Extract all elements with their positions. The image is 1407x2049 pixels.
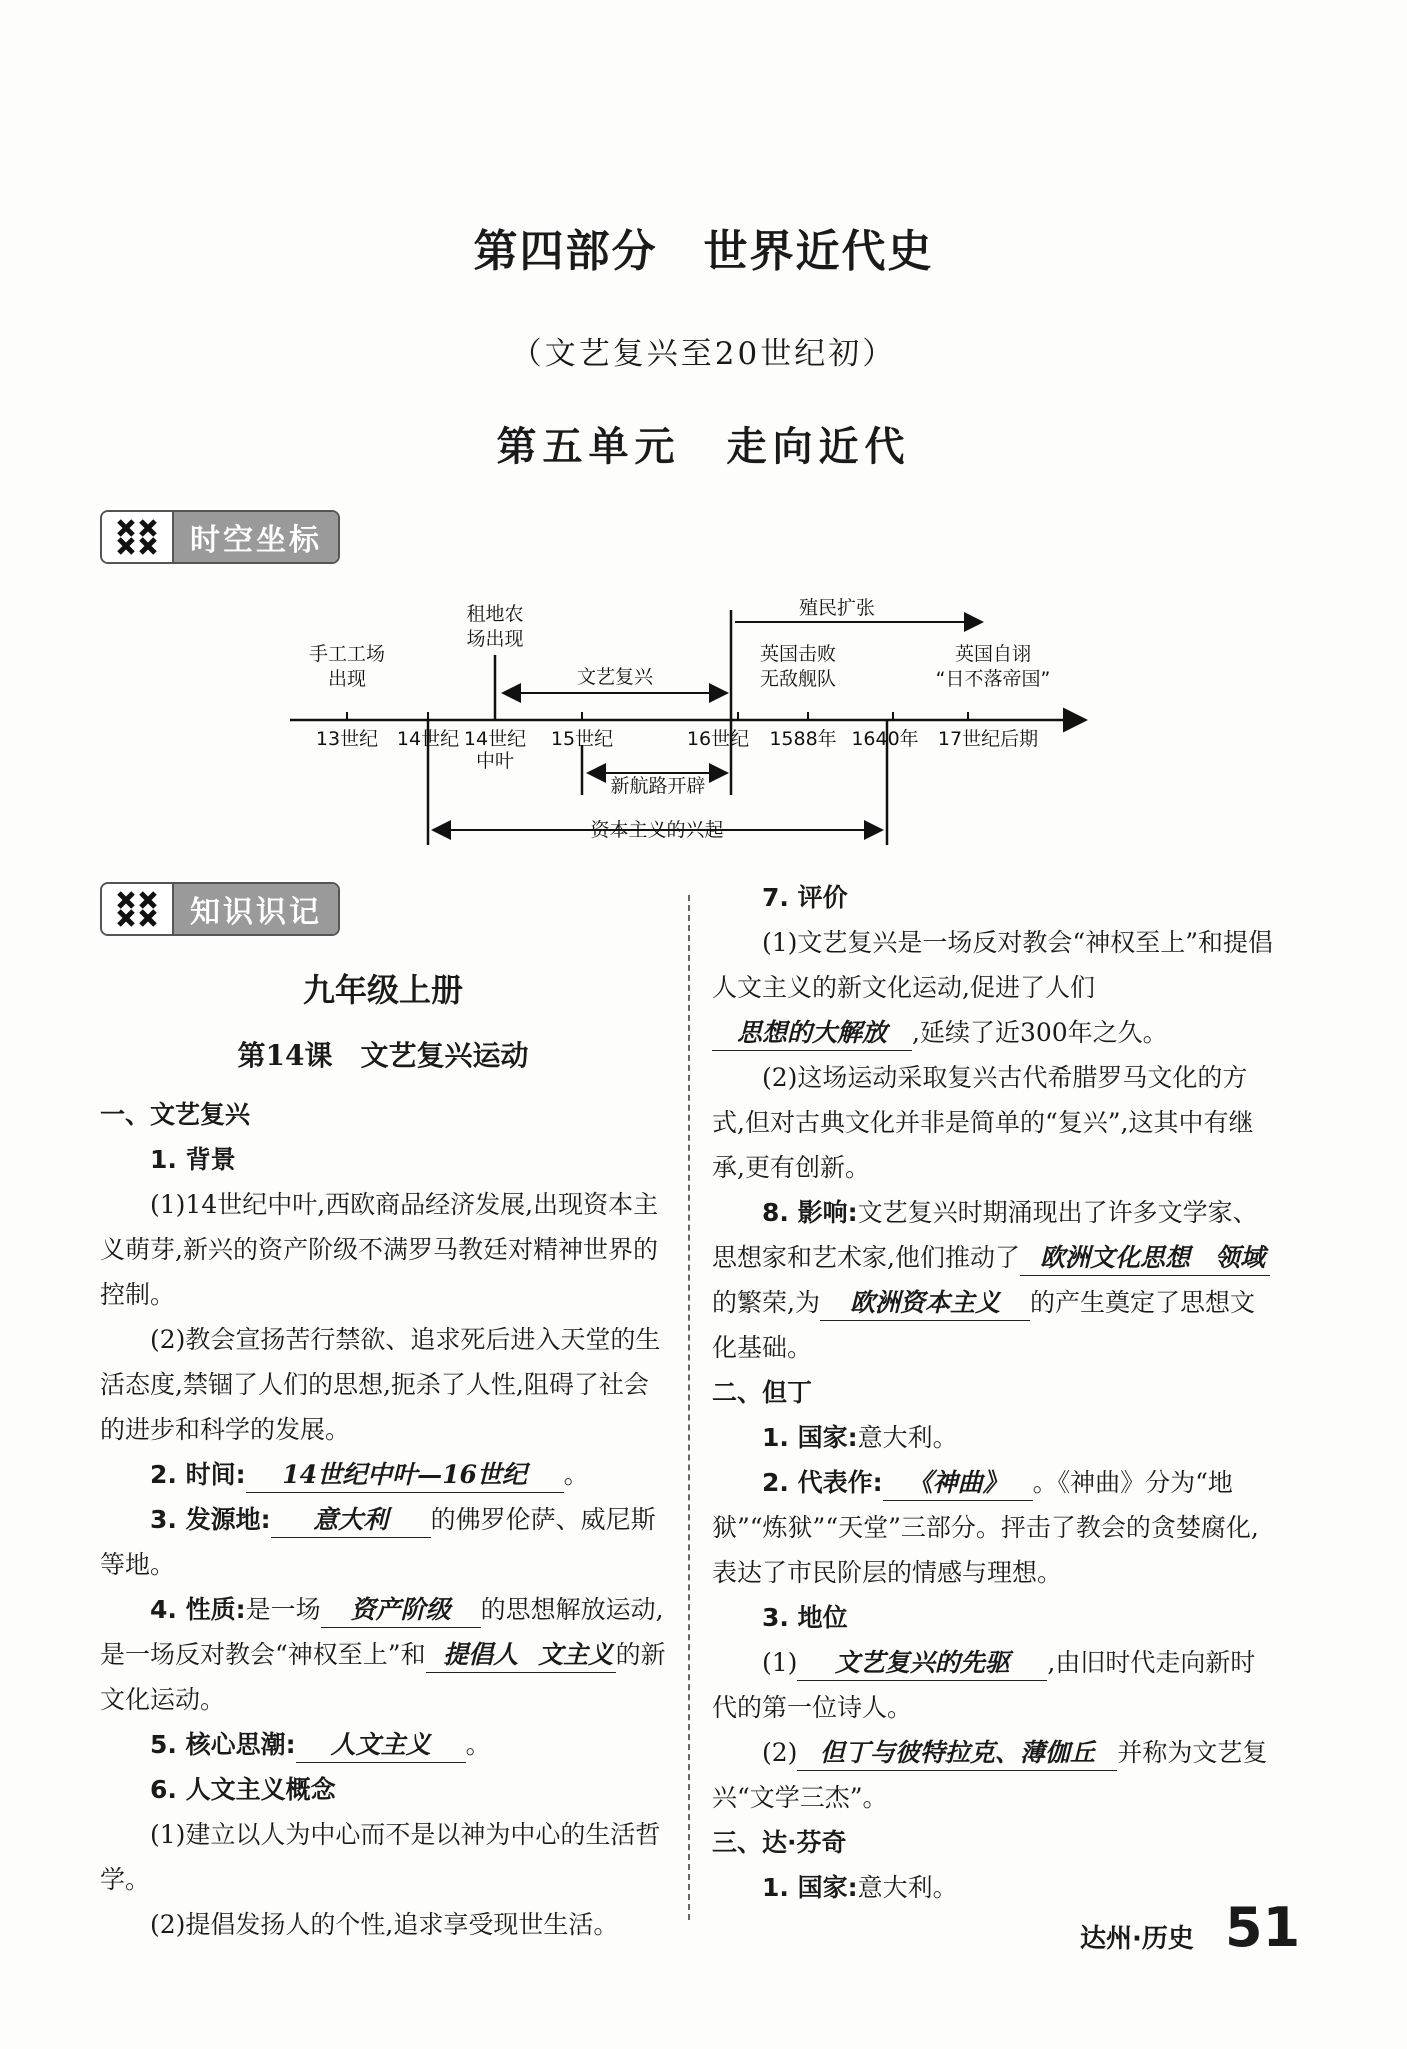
tick-label: 中叶: [475, 750, 515, 772]
event-label: 出现: [327, 668, 367, 690]
period-subtitle: （文艺复兴至20世纪初）: [510, 336, 897, 372]
grade-title: 九年级上册: [302, 971, 463, 1009]
item-label: 7. 评价: [762, 883, 848, 912]
tick-label: 1640年: [851, 728, 919, 750]
tick-label: 14世纪: [396, 728, 460, 750]
timeline-diagram: [280, 580, 1100, 860]
answer-blank: 《神曲》: [883, 1466, 1033, 1501]
event-label: “日不落帝国”: [935, 668, 1051, 690]
fill-item: 8. 影响:文艺复兴时期涌现出了许多文学家、思想家和艺术家,他们推动了 欧洲文化思想 领域的繁荣,为 欧洲资本主义 的产生奠定了思想文化基础。: [712, 1190, 1278, 1370]
answer-blank: 欧洲文化思想: [1020, 1241, 1210, 1276]
fill-item: 4. 性质:是一场 资产阶级 的思想解放运动,是一场反对教会“神权至上”和 提倡人 文主义 的新文化运动。: [100, 1595, 666, 1714]
answer-blank: 意大利: [271, 1503, 431, 1538]
answer-blank: 提倡人: [426, 1638, 536, 1673]
tick-label: 14世纪: [463, 728, 527, 750]
answer-blank: 领域: [1210, 1241, 1270, 1276]
paragraph: (2)提倡发扬人的个性,追求享受现世生活。: [150, 1910, 619, 1939]
section-heading: 二、但丁: [712, 1378, 813, 1407]
part-title: 第四部分 世界近代史: [473, 226, 934, 277]
paragraph: (1)14世纪中叶,西欧商品经济发展,出现资本主义萌芽,新兴的资产阶级不满罗马教廷对精神世界的控制。: [100, 1190, 659, 1309]
right-column: [712, 875, 1278, 1910]
answer-blank: 思想的大解放: [712, 1016, 912, 1051]
answer-blank: 但丁与彼特拉克、薄伽丘: [797, 1736, 1117, 1771]
badge-timeline: [100, 510, 340, 564]
tick-label: 15世纪: [550, 728, 614, 750]
answer-blank: 欧洲资本主义: [820, 1286, 1030, 1321]
item-label: 3. 地位: [762, 1603, 848, 1632]
lesson-title: 第14课 文艺复兴运动: [237, 1039, 529, 1072]
badge-knowledge: [100, 882, 340, 936]
tick-label: 1588年: [769, 728, 837, 750]
fill-item: (2) 但丁与彼特拉克、薄伽丘 并称为文艺复兴“文学三杰”。: [712, 1738, 1268, 1812]
fill-item: 2. 时间: 14世纪中叶—16世纪 。: [100, 1452, 666, 1497]
cross-arrows-icon: [102, 884, 174, 934]
page-number: 51: [1225, 1896, 1301, 1959]
paragraph: (2)教会宣扬苦行禁欲、追求死后进入天堂的生活态度,禁锢了人们的思想,扼杀了人性,阻碍了社会的进步和科学的发展。: [100, 1325, 661, 1444]
fill-item: 1. 国家:意大利。: [762, 1423, 958, 1452]
fill-item: 1. 国家:意大利。: [762, 1873, 958, 1902]
tick-label: 13世纪: [315, 728, 379, 750]
event-label: 新航路开辟: [610, 775, 706, 797]
event-label: 手工工场: [308, 643, 386, 665]
tick-label: 17世纪后期: [937, 728, 1039, 750]
item-label: 6. 人文主义概念: [150, 1775, 336, 1804]
tick-label: 16世纪: [686, 728, 750, 750]
answer-blank: 文艺复兴的先驱: [797, 1646, 1047, 1681]
paragraph: (1)建立以人为中心而不是以神为中心的生活哲学。: [100, 1820, 661, 1894]
badge-knowledge-label: 知识识记: [174, 884, 338, 934]
paragraph: (2)这场运动采取复兴古代希腊罗马文化的方式,但对古典文化并非是简单的“复兴”,这其中有继承,更有创新。: [712, 1063, 1254, 1182]
answer-blank: 文主义: [536, 1638, 616, 1673]
fill-item: (1) 文艺复兴的先驱 ,由旧时代走向新时代的第一位诗人。: [712, 1648, 1256, 1722]
event-label: 文艺复兴: [576, 666, 654, 688]
event-label: 无敌舰队: [759, 668, 837, 690]
answer-blank: 人文主义: [296, 1728, 466, 1763]
fill-item: 3. 发源地: 意大利 的佛罗伦萨、威尼斯等地。: [100, 1505, 656, 1579]
event-label: 英国击败: [759, 643, 837, 665]
column-divider: [688, 895, 690, 1920]
badge-timeline-label: 时空坐标: [174, 512, 338, 562]
footer-label: 达州·历史: [1080, 1924, 1194, 1954]
section-heading: 一、文艺复兴: [100, 1100, 251, 1129]
answer-blank: 资产阶级: [321, 1593, 481, 1628]
fill-item: 2. 代表作: 《神曲》 。《神曲》分为“地狱”“炼狱”“天堂”三部分。抨击了教会的贪婪腐化,表达了市民阶层的情感与理想。: [712, 1468, 1259, 1587]
section-heading: 三、达·芬奇: [712, 1828, 847, 1857]
left-column: [100, 958, 666, 1947]
event-label: 英国自诩: [954, 643, 1032, 665]
event-label: 场出现: [466, 628, 524, 650]
unit-title: 第五单元 走向近代: [496, 424, 911, 470]
answer-blank: 14世纪中叶—16世纪: [246, 1458, 564, 1493]
event-label: 资本主义的兴起: [590, 819, 724, 841]
fill-item: (1)文艺复兴是一场反对教会“神权至上”和提倡人文主义的新文化运动,促进了人们思想的大解放 ,延续了近300年之久。: [712, 920, 1278, 1055]
fill-item: 5. 核心思潮: 人文主义 。: [100, 1722, 666, 1767]
item-label: 1. 背景: [150, 1145, 236, 1174]
cross-arrows-icon: [102, 512, 174, 562]
event-label: 租地农: [466, 603, 524, 625]
event-label: 殖民扩张: [798, 597, 876, 619]
